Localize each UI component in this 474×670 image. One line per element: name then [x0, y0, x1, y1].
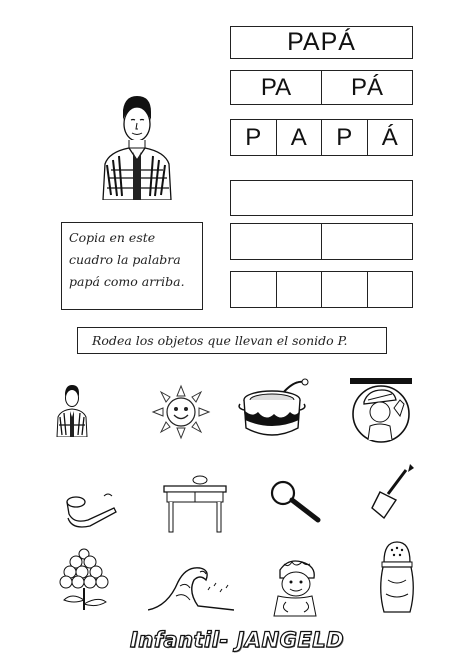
- circle-instruction-text: Rodea los objetos que llevan el sonido P.: [92, 332, 348, 348]
- man-icon[interactable]: [53, 383, 91, 437]
- copy-letter-cell[interactable]: [231, 272, 277, 307]
- copy-letter-cell[interactable]: [277, 272, 323, 307]
- syllable-box: [230, 70, 413, 105]
- letter-box: [230, 119, 413, 156]
- copy-instruction-line: papá como arriba.: [69, 274, 185, 289]
- table-icon[interactable]: [162, 474, 228, 534]
- copy-instruction-line: cuadro la palabra: [69, 252, 181, 267]
- circle-instruction-box: [77, 327, 387, 354]
- copy-syllable-cell[interactable]: [231, 224, 322, 259]
- copy-syllable-box[interactable]: [230, 223, 413, 260]
- copy-letter-cell[interactable]: [322, 272, 368, 307]
- syllable-2: PÁ: [350, 73, 383, 101]
- footer-credit: Infantil- JANGELD: [129, 628, 345, 652]
- word-box: [230, 26, 413, 59]
- copy-word-box[interactable]: [230, 180, 413, 216]
- boy-in-window-icon[interactable]: [348, 378, 414, 444]
- salt-shaker-icon[interactable]: [374, 540, 420, 614]
- copy-letter-cell[interactable]: [368, 272, 413, 307]
- pipe-icon[interactable]: [62, 488, 120, 532]
- child-icon[interactable]: [266, 556, 326, 620]
- magnifier-icon[interactable]: [268, 478, 324, 526]
- letter-1: P: [231, 120, 277, 155]
- father-portrait: [95, 90, 175, 200]
- wave-icon[interactable]: [148, 562, 234, 612]
- flowers-icon[interactable]: [56, 544, 116, 614]
- copy-instruction-box: [61, 222, 203, 310]
- copy-syllable-cell[interactable]: [322, 224, 412, 259]
- copy-instruction-line: Copia en este: [69, 230, 156, 245]
- copy-letter-box[interactable]: [230, 271, 413, 308]
- word-text: PAPÁ: [287, 28, 356, 56]
- shovel-icon[interactable]: [366, 462, 414, 522]
- letter-3: P: [322, 120, 368, 155]
- syllable-1: PA: [231, 71, 322, 104]
- pot-icon[interactable]: [238, 376, 310, 442]
- sun-icon[interactable]: [150, 382, 212, 442]
- letter-4: Á: [381, 123, 398, 151]
- letter-2: A: [277, 120, 323, 155]
